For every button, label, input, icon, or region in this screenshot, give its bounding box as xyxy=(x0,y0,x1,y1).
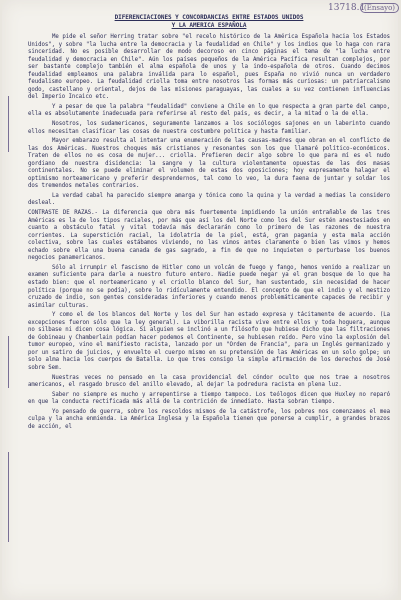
margin-mark-line xyxy=(8,452,14,542)
margin-mark-line xyxy=(8,336,14,388)
paragraph: Saber no siempre es mucho y arrepentirse a tiempo tampoco. Los teólogos dicen que Huxley no reparó en que la conducta rectificada más allá de la contrición de inmediato. Hasta sobran tiempo. xyxy=(28,391,390,406)
paragraph: Me pide el señor Herring tratar sobre "el recelo histórico de la América Española hacia los Estados Unidos", y sobre "la lucha entre la democracia y la feudalidad en Chile" y los indios que lo haga con rara sinceridad. No es posible desarrollar de modo decoroso en cinco páginas el tema de "la lucha entre feudalidad y democracia en Chile". Aún los países pequeños de la América Pacífica resultan complejos, por ser bastante complejo también el alma española de unos y la indo-española de otros. Cuando decimos feudalidad empleamos una palabra inválida para lo español, pues España no vivió nunca un verdadero feudalismo europeo. La feudalidad criolla toma entre nosotros las formas más curiosas: un patriarcalismo godo, castellano y oriental, dejos de las misiones paraguayas, las cuales a su vez contienen influencias del Imperio Incaico etc. xyxy=(28,34,390,101)
paragraph: Sólo al irrumpir el fascismo de Hitler como un volcán de fuego y fango, hemos venido a realizar un examen suficiente para darle a nuestro futuro entero. Nadie puede negar ya el gran bosque de lo que ha estado bien: que el norteamericano y el criollo blanco del Sur, han sustentado, sin necesidad de hacer política (porque no se podía), sobre lo ridículamente entendido. El concepto de que el indio y el mestizo cruzado de indio, son gentes consideradas inferiores y cuando menos problemáticamente capaces de recibir y asimilar culturas. xyxy=(28,264,390,309)
handwritten-note: (Ensayo) xyxy=(360,3,399,13)
paragraph: Nuestras veces no pensado en la casa providencial del cóndor oculto que nos trae a nosotros americanos, el rasgado brusco del anillo elevado, al dejar la podredura racista en plena luz. xyxy=(28,374,390,389)
archive-number-stamp: 13718.1 xyxy=(328,3,366,13)
document-page xyxy=(2,0,398,600)
paragraph: Yo pensado de guerra, sobre los rescoldos mismos de la catástrofe, los pobres nos comenzamos el mea culpa y la ancha enmienda. La América Inglesa y la Española tienen que ponerse a cumplir, a grandes brazos de acción, el xyxy=(28,408,390,430)
paragraph-contraste-de-razas: CONTRASTE DE RAZAS.- La diferencia que obra más fuertemente impidiendo la unión entrañable de las tres Américas es la de los tipos raciales, por más que así los del Norte como los del Sur estén anestesiados en cuanto a obstáculo fatal y vital todavía más declararán como lo primero de las razones de nuestra corrientes. La superstición racial, la idolatría de la piel, está, gran pagania y esta mala acción colectiva, sobre las cuales estábamos viviendo, no las vimos antes claramente o bien las vimos y hemos echado sobre ella una buena canada de gas sagrado, a fin de que no inquieten o perturbase los buenos negocios panamericanos. xyxy=(28,210,390,262)
paragraph: La verdad cabal ha parecido siempre amarga y tónica como la quina y la verdad a medias la considero desleal. xyxy=(28,192,390,207)
paragraph: Nosotros, los sudamericanos, seguramente lanzamos a los sociólogos sajones en un laberinto cuando ellos necesitan clasificar las cosas de nuestra costumbre política y hasta familiar. xyxy=(28,121,390,135)
margin-mark-line xyxy=(8,96,14,152)
paragraph: Y como el de los blancos del Norte y los del Sur han estado expresa y tácitamente de acuerdo. (La excepciones fueron sólo que la ley general). La viborilla racista vive entre ellos y toda hoguera, aunque no silbase ni dicen cosa lógica. Si alguien se inclinó a un filósofo que hubiese dicho que las filtraciones de Gobineau y Chamberlain podían hacer podemos el Continente, se hubiesen reído. Pero vino la explosión del tumor europeo, vino el manifiesto racista, lanzado por un "Orden de Francia", para un Inglés germanizado y por un satiro de juicios, y envuelto el cuerpo mismo en su pretensión de las Américas en un solo golpe; un solo alma hacia los cuerpos de Batalla. Lo que tres consigo la simple afirmación de los derechos de José sobre Sem. xyxy=(28,312,390,371)
typed-text-body xyxy=(28,14,390,433)
document-subtitle: Y LA AMERICA ESPAÑOLA xyxy=(171,22,247,29)
paragraph: Mayor embarazo resulta al intentar una enumeración de las causas-madres que obran en el conflicto de las dos Américas. Nuestros choques más cristianos y resonantes son los que llamaré político-económicos. Traten de ellos no es cosa de mujer... criolla. Prefieren decir algo sobre lo que para mí es el nudo gordiano de nuestra disidencia: la sangre y la cultura violentamente opuestas de las dos masas continentales. No se puede eliminar el volumen de estas dos oposiciones; hoy expresamente halagar el optimismo norteamericano y preferir desprendernos, tal como lo veo, la dura faena de juntar y soldar los dos tremendos metales contrarios. xyxy=(28,138,390,190)
paragraph: Y a pesar de que la palabra "feudalidad" conviene a Chile en lo que respecta a gran parte del campo, ella es absolutamente inadecuada para referirse al resto del país, es decir, a la mitad o la de ella. xyxy=(28,103,390,118)
document-title: DIFERENCIACIONES Y CONCORDANCIAS ENTRE ESTADOS UNIDOS xyxy=(114,14,304,21)
